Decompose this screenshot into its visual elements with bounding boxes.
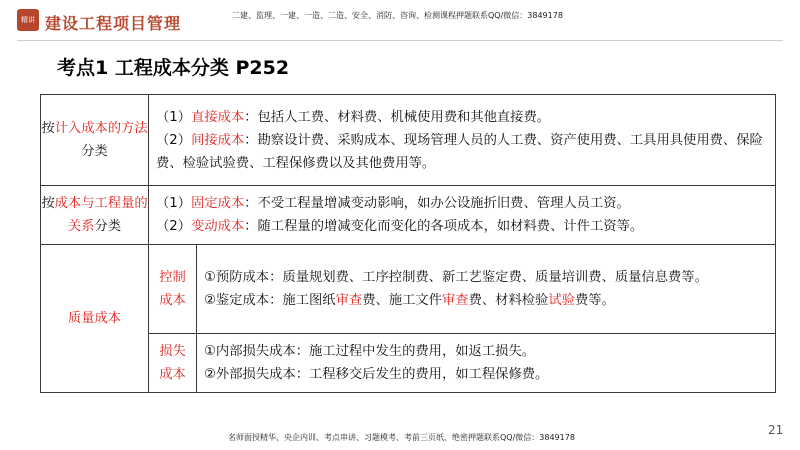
header-divider — [17, 40, 783, 41]
row-content — [149, 95, 776, 186]
list-item: ②外部损失成本：工程移交后发生的费用，如工程保修费。 — [204, 367, 549, 382]
contact-banner: 二建、监理、一建、一造、二造、安全、消防、咨询、检测课程押题联系QQ/微信：3849178 — [232, 11, 563, 20]
page-number: 21 — [768, 423, 784, 437]
label-highlight: 计入成本的方法 — [54, 121, 148, 136]
label-text: 按 — [41, 121, 55, 136]
list-item: ①预防成本：质量规划费、工序控制费、新工艺鉴定费、质量培训费、质量信息费等。 — [204, 270, 708, 285]
logo-text: 精讲 — [21, 16, 35, 24]
row-label — [41, 95, 149, 186]
quality-cost-label: 质量成本 — [41, 245, 149, 393]
top-header — [0, 0, 800, 40]
list-item: ①内部损失成本：施工过程中发生的费用，如返工损失。 — [204, 344, 536, 359]
list-item: （1）固定成本：不受工程量增减变动影响，如办公设施折旧费、管理人员工资。 — [156, 196, 630, 211]
cost-classification-table — [40, 94, 776, 393]
label-text: 按 — [41, 196, 55, 211]
control-cost-content — [197, 245, 776, 334]
table-row — [41, 245, 776, 334]
row-content — [149, 186, 776, 245]
logo — [17, 9, 39, 31]
page-title: 考点1 工程成本分类 P252 — [57, 57, 290, 79]
list-item: ②鉴定成本：施工图纸审查费、施工文件审查费、材料检验试验费等。 — [204, 293, 615, 308]
loss-cost-content — [197, 334, 776, 393]
list-item: （2）间接成本：勘察设计费、采购成本、现场管理人员的人工费、资产使用费、工具用具使用费、保险费、检验试验费、工程保修费以及其他费用等。 — [156, 132, 763, 171]
table-row — [41, 95, 776, 186]
label-text: 分类 — [81, 144, 108, 159]
label-text: 分类 — [94, 219, 122, 234]
row-label — [41, 186, 149, 245]
table-row — [41, 186, 776, 245]
control-cost-label: 控制成本 — [149, 245, 197, 334]
label-highlight: 成本与工程量的关系 — [54, 196, 148, 234]
table-row — [41, 334, 776, 393]
footer-contact: 名师面授精华、央企内训、考点串讲、习题模考、考前三页纸、绝密押题联系QQ/微信：3849178 — [228, 433, 575, 442]
loss-cost-label: 损失成本 — [149, 334, 197, 393]
course-title: 建设工程项目管理 — [45, 14, 182, 33]
list-item: （1）直接成本：包括人工费、材料费、机械使用费和其他直接费。 — [156, 109, 551, 125]
list-item: （2）变动成本：随工程量的增减变化而变化的各项成本，如材料费、计件工资等。 — [156, 219, 644, 234]
